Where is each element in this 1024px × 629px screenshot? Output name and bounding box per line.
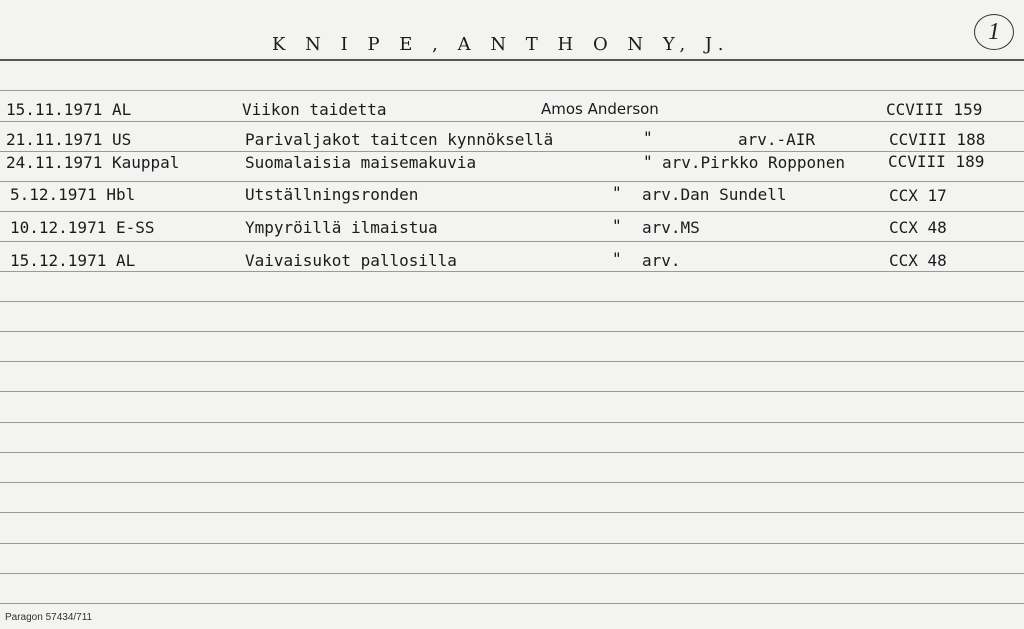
- entry-reviewer: arv.-AIR: [738, 130, 816, 149]
- ruled-line: [0, 512, 1024, 513]
- ruled-line: [0, 121, 1024, 122]
- ruled-line: [0, 181, 1024, 182]
- card-number-circle: 1: [974, 14, 1014, 50]
- ruled-line: [0, 573, 1024, 574]
- entry-date-source: 5.12.1971 Hbl: [10, 185, 136, 204]
- header-rule: [0, 59, 1024, 61]
- ruled-line: [0, 361, 1024, 362]
- ruled-line: [0, 391, 1024, 392]
- entry-reference: CCVIII 189: [888, 152, 985, 171]
- entry-reference: CCX 48: [889, 251, 947, 270]
- entry-reviewer: arv.MS: [642, 218, 700, 237]
- entry-ditto: ": [612, 216, 622, 235]
- ruled-line: [0, 90, 1024, 91]
- entry-date-source: 10.12.1971 E-SS: [10, 218, 155, 237]
- entry-ditto: ": [612, 249, 622, 268]
- card-footer-print: Paragon 57434/711: [5, 612, 93, 623]
- ruled-line: [0, 603, 1024, 604]
- entry-title: Parivaljakot taitcen kynnöksellä: [245, 130, 554, 149]
- ruled-line: [0, 241, 1024, 242]
- ruled-line: [0, 422, 1024, 423]
- entry-reviewer: Amos Anderson: [541, 100, 659, 118]
- entry-reviewer: arv.: [642, 251, 681, 270]
- ruled-line: [0, 271, 1024, 272]
- entry-title: Suomalaisia maisemakuvia: [245, 153, 477, 172]
- ruled-line: [0, 543, 1024, 544]
- card-heading: K N I P E , A N T H O N Y, J.: [272, 34, 731, 55]
- entry-title: Vaivaisukot pallosilla: [245, 251, 457, 270]
- entry-date-source: 24.11.1971 Kauppal: [6, 153, 180, 172]
- ruled-line: [0, 482, 1024, 483]
- ruled-line: [0, 331, 1024, 332]
- ruled-line: [0, 151, 1024, 152]
- entry-date-source: 21.11.1971 US: [6, 130, 132, 149]
- entry-reviewer: arv.Dan Sundell: [642, 185, 787, 204]
- ruled-line: [0, 211, 1024, 212]
- entry-reference: CCVIII 188: [889, 130, 986, 149]
- ruled-line: [0, 452, 1024, 453]
- entry-ditto: ": [643, 128, 653, 147]
- entry-reference: CCX 17: [889, 186, 947, 205]
- entry-ditto: ": [643, 152, 653, 171]
- entry-ditto: ": [612, 183, 622, 202]
- entry-title: Viikon taidetta: [242, 100, 387, 119]
- entry-title: Ympyröillä ilmaistua: [245, 218, 438, 237]
- entry-reference: CCX 48: [889, 218, 947, 237]
- entry-date-source: 15.12.1971 AL: [10, 251, 136, 270]
- ruled-line: [0, 301, 1024, 302]
- entry-date-source: 15.11.1971 AL: [6, 100, 132, 119]
- entry-reference: CCVIII 159: [886, 100, 983, 119]
- entry-title: Utställningsronden: [245, 185, 419, 204]
- entry-reviewer: arv.Pirkko Ropponen: [662, 153, 846, 172]
